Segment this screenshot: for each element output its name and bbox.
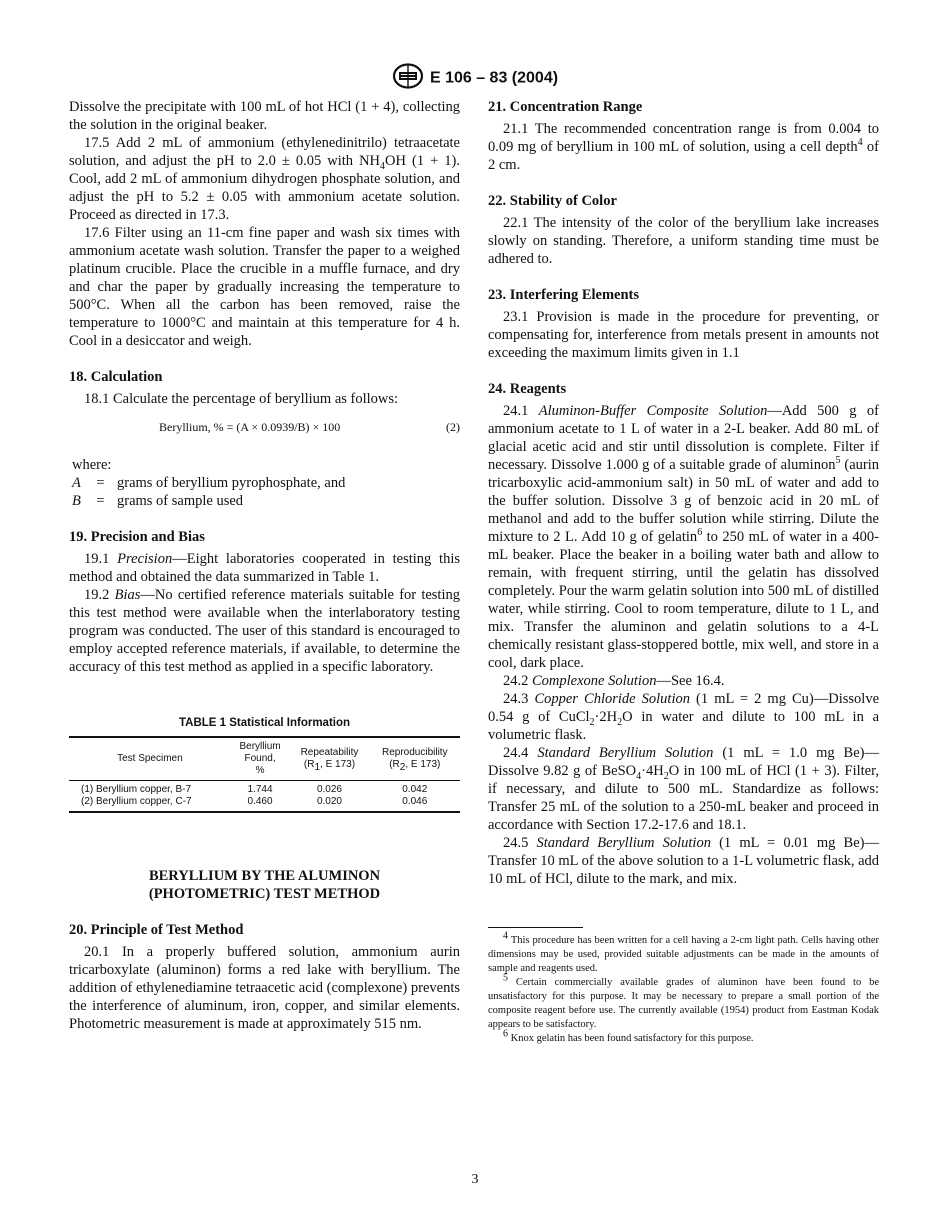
section-title: 21. Concentration Range [488, 99, 643, 115]
section-24 [488, 380, 879, 888]
paragraph-17-6: 17.6 Filter using an 11-cm fine paper and wash six times with ammonium acetate wash solution. Transfer the paper to a weighed platinum crucible. Place the crucible in a muffle furnace, and dry and char the paper by gradually increasing the temperature to 500°C. When all the carbon has been removed, raise the temperature to 1000°C and maintain at this temperature for 4 h. Cool in a desiccator and weigh. [69, 225, 460, 349]
paragraph-20-1: 20.1 In a properly buffered solution, ammonium aurin tricarboxylate (aluminon) forms a red lake with beryllium. The addition of ethylenediamine tetraacetic acid (complexone) prevents the interference of aluminum, iron, copper, and similar elements. Photometric measurement is made at approximately 515 nm. [69, 944, 460, 1032]
section-title: 24. Reagents [488, 381, 567, 397]
section-title: 23. Interfering Elements [488, 287, 640, 303]
paragraph-23-1: 23.1 Provision is made in the procedure for preventing, or compensating for, interference from metals present in amounts not exceeding the maximum limits given in 1.1 [488, 309, 879, 361]
paragraph-24-5: 24.5 Standard Beryllium Solution (1 mL = 0.01 mg Be)—Transfer 10 mL of the above solution to a 1-L volumetric flask, add 10 mL of HCl, dilute to the mark, and mix. [488, 835, 880, 887]
section-18 [69, 368, 460, 510]
page-number: 3 [471, 1172, 479, 1187]
paragraph-24-2: 24.2 Complexone Solution—See 16.4. [503, 673, 725, 689]
astm-logo-icon [392, 63, 424, 94]
definition-row: B = grams of sample used [72, 493, 244, 509]
table-1 [69, 714, 460, 813]
section-22 [488, 192, 879, 268]
definition-row: A = grams of beryllium pyrophosphate, and [72, 475, 346, 491]
footnote-ref: 5 [835, 455, 841, 467]
footnote-4: $^4$ This procedure has been written for a cell having a 2-cm light path. Cells having other dimensions may be used, provided suitable adjustments can be made in the amounts of sample and reagents used. [488, 930, 879, 974]
paragraph-19-1: 19.1 Precision—Eight laboratories cooperated in testing this method and obtained the data summarized in Table 1. [69, 551, 461, 585]
section-title: 20. Principle of Test Method [69, 922, 244, 938]
col-header-reproducibility: Reproducibility ($R_2$, E 173) [382, 747, 448, 773]
section-title: 18. Calculation [69, 369, 163, 385]
section-19 [69, 528, 460, 676]
equation-number: (2) [446, 420, 460, 434]
section-20 [69, 921, 460, 1033]
section-title: 19. Precision and Bias [69, 529, 205, 545]
footnote-5: $^5$ Certain commercially available grades of aluminon have been found to be unsatisfactory for this purpose. It may be necessary to prepare a small portion of the composite reagent before use. The currently available (1954) product from Eastman Kodak appears to be satisfactory. [488, 972, 879, 1030]
col-header-repeatability: Repeatability ($R_1$, E 173) [300, 747, 359, 773]
section-title: 22. Stability of Color [488, 193, 617, 209]
where-label: where: [72, 457, 112, 473]
document-designation: E 106 – 83 (2004) [429, 69, 559, 87]
footnote-6: $^6$ Knox gelatin has been found satisfactory for this purpose. [503, 1028, 754, 1044]
paragraph-24-1: 24.1 Aluminon-Buffer Composite Solution—Add 500 g of ammonium acetate to 1 L of water in a 2-L beaker. Add 80 mL of glacial acetic acid and stir until dissolution is complete. Filter if necessary. Dissolve 1.000 g of a suitable grade of aluminon$^5$ (aurin tricarboxylic acid-ammonium salt) in 50 mL of water and add to the buffer solution. Dissolve 3 g of benzoic acid in 20 mL of methanol and add to the buffer solution while stirring. Dilute the mixture to 2 L. Add 10 g of gelatin$^6$ to 250 mL of water in a 400-mL beaker. Place the beaker in a boiling water bath and allow to remain, with frequent stirring, until the gelatin has dissolved completely. Pour the warm gelatin solution into 500 mL of distilled water, while stirring. Cool to room temperature, dilute to 1 L, and mix. Transfer the aluminon and gelatin solutions to a 4-L chemically resistant glass-stoppered bottle, mix well, and store in a cool, dark place. [488, 403, 879, 671]
footnote-ref: 4 [857, 137, 863, 149]
table-header-row [69, 737, 460, 781]
paragraph-24-3: 24.3 Copper Chloride Solution (1 mL = 2 mg Cu)—Dissolve 0.54 g of $CuCl_2\cdot 2H_2O$ in water and dilute to 100 mL in a volumetric flask. [488, 691, 880, 743]
equation-expression: Beryllium, % = (A × 0.0939/B) × 100 [159, 420, 341, 434]
paragraph-22-1: 22.1 The intensity of the color of the beryllium lake increases slowly on standing. Therefore, a uniform standing time must be adhered to. [488, 215, 879, 267]
variable-definitions [72, 474, 460, 510]
table-row: (2) Beryllium copper, C-7 0.460 0.020 0.046 [69, 796, 460, 812]
table-caption: TABLE 1 Statistical Information [178, 717, 351, 729]
right-column [488, 98, 879, 1046]
left-column [69, 98, 460, 1033]
equation-2 [69, 412, 460, 440]
section-21 [488, 98, 879, 174]
col-header-specimen: Test Specimen [117, 753, 183, 764]
paragraph-17-5: 17.5 Add 2 mL of ammonium (ethylenedinitrilo) tetraacetate solution, and adjust the pH to 2.0 ± 0.05 with $NH_4OH$ (1 + 1). Cool, add 2 mL of ammonium dihydrogen phosphate solution, and adjust the pH to 5.2 ± 0.05 with ammonium acetate solution. Proceed as directed in 17.3. [69, 135, 460, 223]
footnote-divider [488, 927, 583, 928]
method-subheading: BERYLLIUM BY THE ALUMINON (PHOTOMETRIC) TEST METHOD [148, 868, 381, 902]
statistics-table [69, 736, 460, 813]
footnote-ref: 6 [697, 527, 703, 539]
paragraph-18-1: 18.1 Calculate the percentage of beryllium as follows: [84, 391, 399, 407]
paragraph-21-1: 21.1 The recommended concentration range is from 0.004 to 0.09 mg of beryllium in 100 mL of solution, using a cell depth$^4$ of 2 cm. [488, 121, 879, 173]
table-row: (1) Beryllium copper, B-7 1.744 0.026 0.042 [81, 784, 428, 795]
paragraph-24-4: 24.4 Standard Beryllium Solution (1 mL = 1.0 mg Be)—Dissolve 9.82 g of $BeSO_4\cdot 4H_2O$ in 100 mL of HCl (1 + 3). Filter, if necessary, and dilute to 500 mL. Standardize as follows: Transfer 25 mL of the solution to a 250-mL beaker and proceed in accordance with Section 17.2-17.6 and 18.1. [488, 745, 879, 833]
paragraph-19-2: 19.2 Bias—No certified reference materials suitable for testing this test method were available when the interlaboratory testing program was conducted. The user of this standard is encouraged to employ accepted reference materials, if available, to determine the accuracy of this test method as applied in a specific laboratory. [69, 587, 460, 675]
page-header [0, 63, 950, 94]
paragraph-17-4-continued: Dissolve the precipitate with 100 mL of hot HCl (1 + 4), collecting the solution in the original beaker. [69, 99, 460, 133]
col-header-found: Beryllium Found, % [239, 741, 281, 776]
section-23 [488, 286, 879, 362]
